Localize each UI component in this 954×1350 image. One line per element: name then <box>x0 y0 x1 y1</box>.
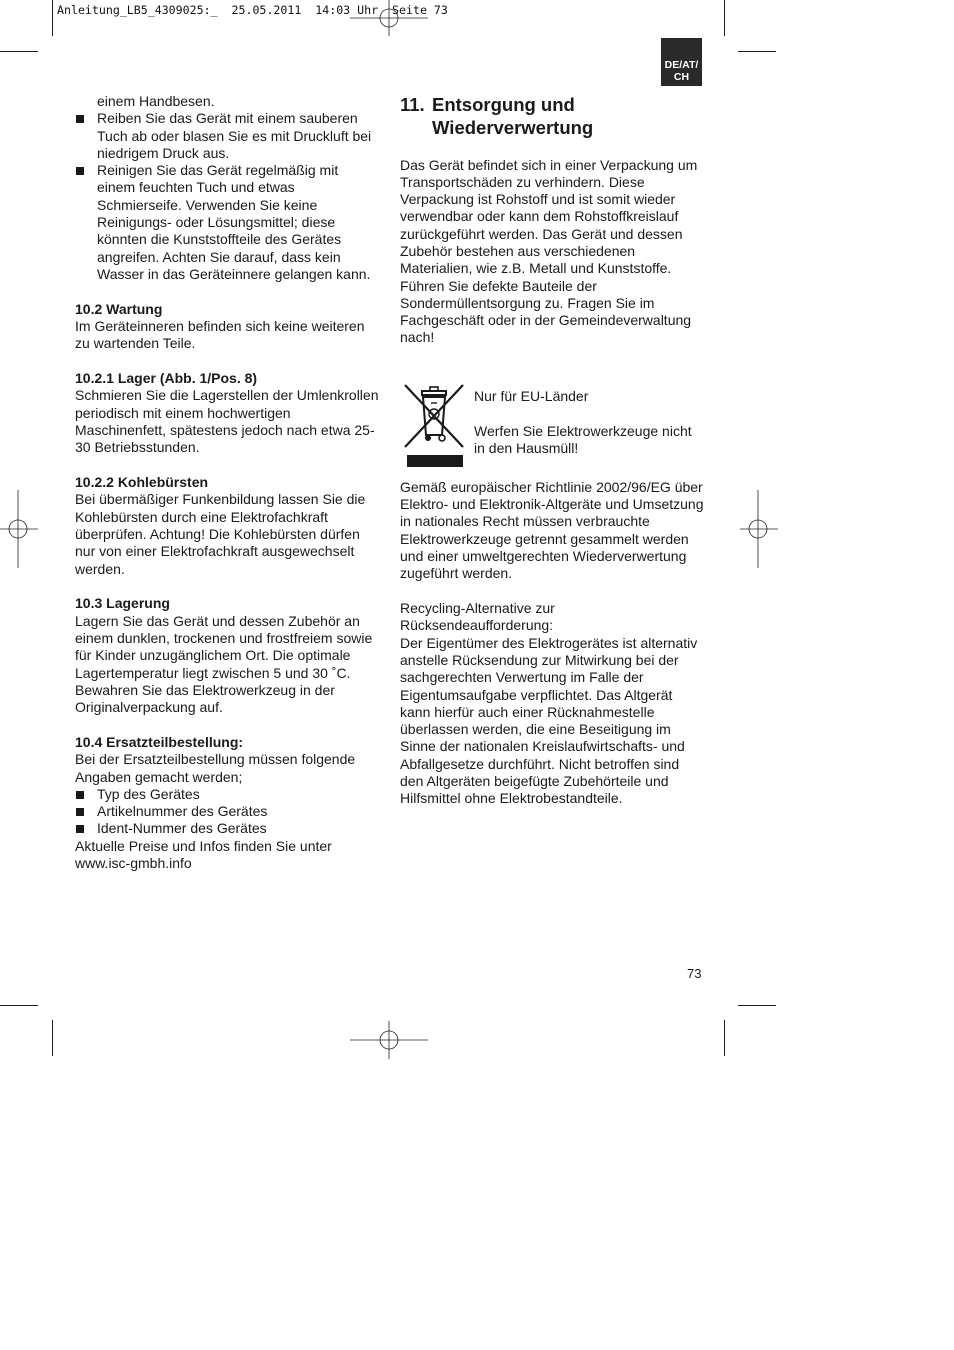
registration-mark-top <box>350 0 428 36</box>
lager-heading: 10.2.1 Lager (Abb. 1/Pos. 8) <box>75 370 258 387</box>
section-title-line2: Wiederverwertung <box>432 117 594 138</box>
kohle-heading: 10.2.2 Kohlebürsten <box>75 474 209 491</box>
section-number: 11. <box>400 94 425 115</box>
ersatzteil-intro: Bei der Ersatzteilbestellung müssen folgende Angaben gemacht werden; <box>75 751 356 785</box>
language-tab-line1: DE/AT/ <box>664 59 699 71</box>
crop-mark <box>738 1005 776 1006</box>
cleaning-bullet: Reinigen Sie das Gerät regelmäßig mit einem feuchten Tuch und etwas Schmierseife. Verwenden Sie keine Reinigungs- oder Lösungsmittel; diese könnten die Kunststoffteile des Gerätes angreifen. Achten Sie darauf, dass kein Wasser in das Geräteinnere gelangen kann. <box>75 162 380 283</box>
page-number: 73 <box>687 966 702 981</box>
directive-text: Gemäß europäischer Richtlinie 2002/96/EG über Elektro- und Elektronik-Altgeräte und Umsetzung in nationales Recht müssen verbrauchte Elektrowerkzeuge getrennt gesammelt werden und einer umweltgerechten Wiederverwertung zugeführt werden. <box>400 478 704 582</box>
lagerung-heading: 10.3 Lagerung <box>75 595 170 612</box>
registration-mark-bottom <box>350 1021 428 1059</box>
section-title-line1: Entsorgung und <box>432 94 575 115</box>
crop-mark <box>0 1005 38 1006</box>
packaging-text: Das Gerät befindet sich in einer Verpackung um Transportschäden zu verhindern. Diese Verpackung ist Rohstoff und ist somit wieder verwendbar oder kann dem Rohstoffkreislauf zurückgeführt werden. Das Gerät und dessen Zubehör bestehen aus verschiedenen Materialien, wie z.B. Metall und Kunststoffe. Führen Sie defekte Bauteile der Sondermüllentsorgung zu. Fragen Sie im Fachgeschäft oder in der Gemeindeverwaltung nach! <box>400 156 698 346</box>
weee-notice <box>400 383 705 479</box>
wartung-heading: 10.2 Wartung <box>75 300 163 317</box>
print-slug: Anleitung_LB5_4309025:_ 25.05.2011 14:03 Uhr Seite 73 <box>57 3 448 17</box>
crop-mark <box>724 0 725 36</box>
ersatzteil-item: Typ des Gerätes <box>75 786 380 803</box>
right-column <box>400 93 705 808</box>
kohle-body: Bei übermäßiger Funkenbildung lassen Sie die Kohlebürsten durch eine Elektrofachkraft überprüfen. Achtung! Die Kohlebürsten dürfen nur von einer Elektrofachkraft ausgewechselt werden. <box>75 491 366 577</box>
section-heading <box>400 93 705 116</box>
recycling-heading: Recycling-Alternative zur Rücksendeaufforderung: <box>400 600 555 634</box>
crop-mark <box>724 1020 725 1056</box>
registration-mark-left <box>0 490 38 568</box>
ersatzteil-outro: Aktuelle Preise und Infos finden Sie unter www.isc-gmbh.info <box>75 837 332 872</box>
ersatzteil-item: Ident-Nummer des Gerätes <box>75 820 380 837</box>
left-column <box>75 93 380 872</box>
lager-body: Schmieren Sie die Lagerstellen der Umlenkrollen periodisch mit einem hochwertigen Maschinenfett, spätestens jedoch nach etwa 25-30 Betriebsstunden. <box>75 387 379 456</box>
cleaning-bullet: Reiben Sie das Gerät mit einem sauberen Tuch ab oder blasen Sie es mit Druckluft bei niedrigem Druck aus. <box>75 110 380 162</box>
crop-mark <box>738 51 776 52</box>
language-tab-line2: CH <box>673 71 690 83</box>
crossed-out-wheelie-bin-icon <box>403 383 465 475</box>
language-tab <box>661 38 702 86</box>
weee-note-household: Werfen Sie Elektrowerkzeuge nicht in den Hausmüll! <box>474 422 692 456</box>
crop-mark <box>0 51 38 52</box>
wartung-body: Im Geräteinneren befinden sich keine weiteren zu wartenden Teile. <box>75 318 365 352</box>
registration-mark-right <box>740 490 778 568</box>
ersatzteil-item: Artikelnummer des Gerätes <box>75 803 380 820</box>
recycling-text: Der Eigentümer des Elektrogerätes ist alternativ anstelle Rücksendung zur Mitwirkung bei der sachgerechten Verwertung im Falle der Eigentumsaufgabe verpflichtet. Das Altgerät kann hierfür auch einer Rücknahmestelle überlassen werden, die eine Beseitigung im Sinne der nationalen Kreislaufwirtschafts- und Abfallgesetze durchführt. Nicht betroffen sind den Altgeräten beigefügte Zubehörteile und Hilfsmittel ohne Elektrobestandteile. <box>400 634 698 807</box>
ersatzteil-heading: 10.4 Ersatzteilbestellung: <box>75 734 244 750</box>
crop-mark <box>52 0 53 36</box>
crop-mark <box>52 1020 53 1056</box>
weee-text <box>474 388 706 457</box>
weee-note-eu: Nur für EU-Länder <box>474 387 589 404</box>
intro-continuation: einem Handbesen. <box>97 93 215 109</box>
lagerung-body: Lagern Sie das Gerät und dessen Zubehör an einem dunklen, trockenen und frostfreiem sowie für Kinder unzugänglichem Ort. Die optimale Lagertemperatur liegt zwischen 5 und 30 ˚C. Bewahren Sie das Elektrowerkzeug in der Originalverpackung auf. <box>75 612 373 716</box>
